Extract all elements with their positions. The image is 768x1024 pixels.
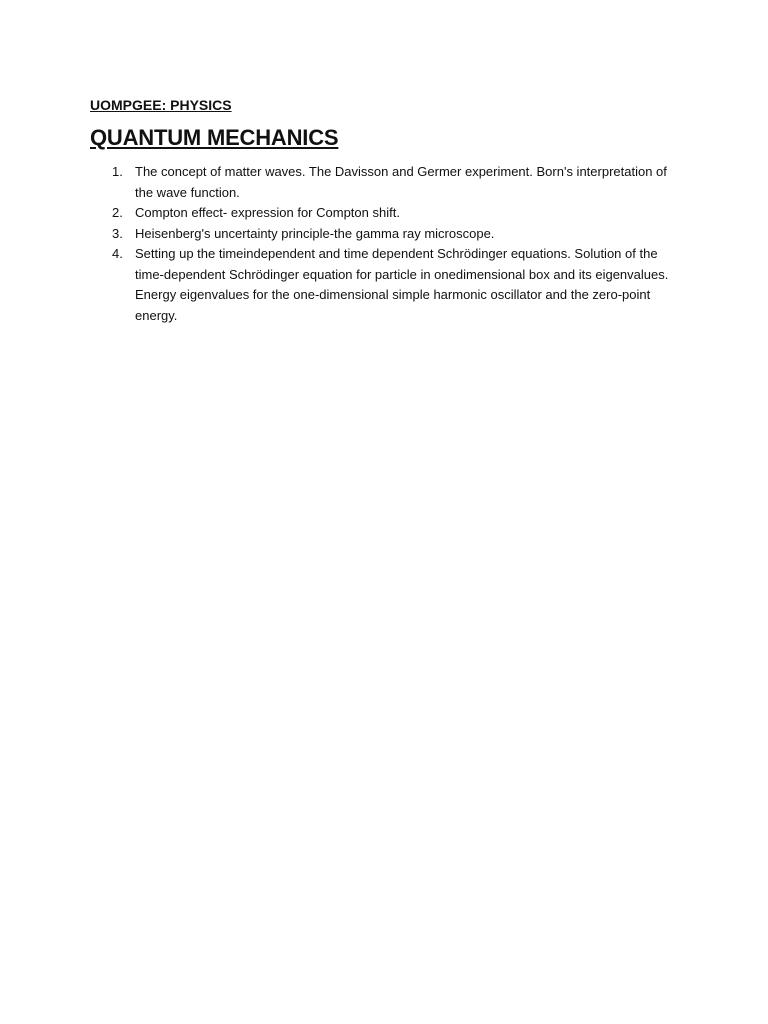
list-item-text: Setting up the timeindependent and time dependent Schrödinger equations. Solution of the time-dependent Schrödinger equation for particle in onedimensional box and its eigenvalues. Energy eigenvalues for the one-dimensional simple harmonic oscillator and the zero-point energy.	[135, 246, 669, 323]
list-item-number: 4.	[112, 246, 123, 261]
list-item	[90, 244, 678, 326]
list-item-number: 2.	[112, 205, 123, 220]
subject-heading: UOMPGEE: PHYSICS	[90, 97, 232, 113]
list-item	[90, 203, 678, 224]
page-title: QUANTUM MECHANICS	[90, 125, 339, 150]
list-item-text: Heisenberg's uncertainty principle-the gamma ray microscope.	[135, 225, 495, 241]
list-item	[90, 162, 678, 203]
list-item-number: 3.	[112, 225, 123, 241]
list-item-text: Compton effect- expression for Compton shift.	[135, 205, 400, 220]
list-item-text: The concept of matter waves. The Davisson and Germer experiment. Born's interpretation of the wave function.	[135, 164, 667, 200]
document-content	[90, 96, 678, 326]
list-item-number: 1.	[112, 164, 123, 179]
list-item	[90, 224, 678, 245]
topic-list	[90, 162, 678, 326]
